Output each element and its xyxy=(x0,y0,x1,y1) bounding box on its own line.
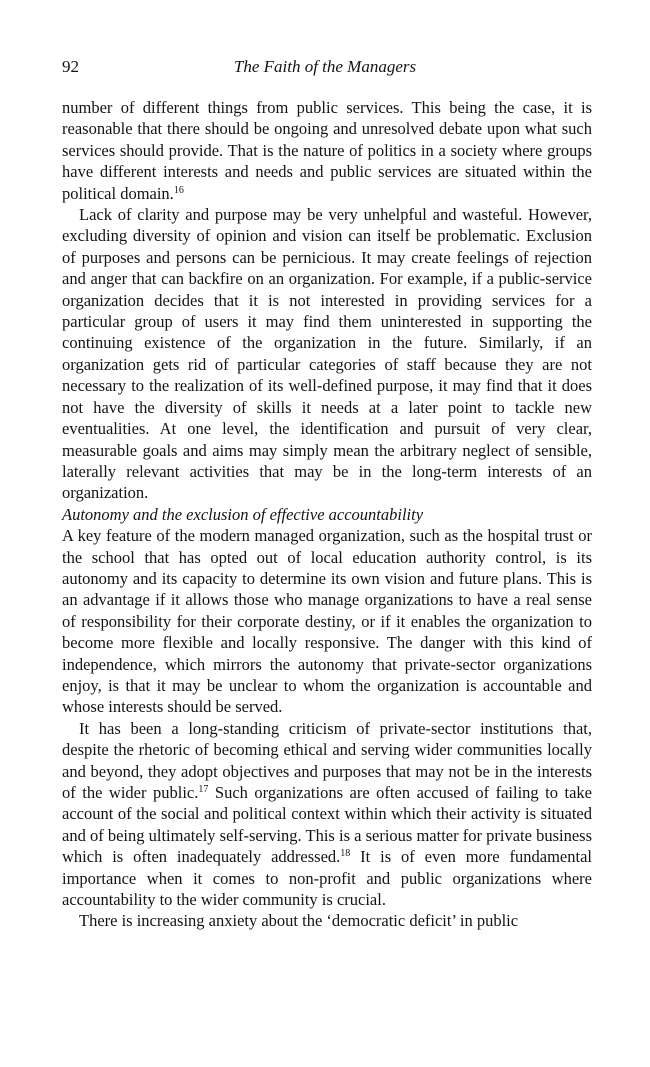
footnote-ref-16: 16 xyxy=(173,184,184,196)
paragraph-1 xyxy=(62,97,592,204)
paragraph-4-text-a: It has been a long-standing criticism of private-sector institutions that, despite the rhetoric of becoming ethical and serving wider communities locally and beyond, they adopt objectives and purposes that may not be in the interests of the wider public. xyxy=(62,718,592,802)
section-heading: Autonomy and the exclusion of effective accountability xyxy=(62,504,424,524)
paragraph-4 xyxy=(62,718,592,911)
paragraph-4-text-c: It is of even more fundamental importance when it comes to non-profit and public organizations where accountability to the wider community is crucial. xyxy=(62,847,592,910)
paragraph-3: A key feature of the modern managed organization, such as the hospital trust or the school that has opted out of local education authority control, is its autonomy and its capacity to determine its own vision and future plans. This is an advantage if it allows those who manage organizations to have a real sense of responsibility for their corporate destiny, or if it enables the organization to become more flexible and locally responsive. The danger with this kind of independence, which mirrors the autonomy that private-sector organizations enjoy, is that it may be unclear to whom the organization is accountable and whose interests should be served. xyxy=(62,526,592,717)
footnote-ref-18: 18 xyxy=(340,848,351,860)
paragraph-2: Lack of clarity and purpose may be very unhelpful and wasteful. However, excluding diversity of opinion and vision can itself be problematic. Exclusion of purposes and persons can be pernicious. It may create feelings of rejection and anger that can backfire on an organization. For example, if a public-service organization decides that it is not interested in providing services for a particular group of users it may find them uninterested in supporting the continuing existence of the organization in the future. Similarly, if an organization gets rid of particular categories of staff because they are not necessary to the realization of its well-defined purpose, it may find that it does not have the diversity of skills it needs at a later point to tackle new eventualities. At one level, the identification and pursuit of very clear, measurable goals and aims may simply mean the arbitrary neglect of sensible, laterally relevant activities that may be in the long-term interests of an organization. xyxy=(62,205,592,503)
paragraph-1-text: number of different things from public services. This being the case, it is reasonable that there should be ongoing and unresolved debate upon what such services should provide. That is the nature of politics in a society where groups have different interests and needs and public services are situated within the political domain. xyxy=(62,98,592,203)
page-number: 92 xyxy=(62,57,79,76)
paragraph-4-text-b: Such organizations are often accused of failing to take account of the social and political context within which their activity is situated and of being ultimately self-serving. This is a serious matter for private business which is often inadequately addressed. xyxy=(62,783,593,867)
body-text xyxy=(62,97,592,932)
paragraph-5: There is increasing anxiety about the ‘democratic deficit’ in public xyxy=(79,911,519,931)
running-head: The Faith of the Managers xyxy=(233,57,417,76)
footnote-ref-17: 17 xyxy=(198,784,209,795)
